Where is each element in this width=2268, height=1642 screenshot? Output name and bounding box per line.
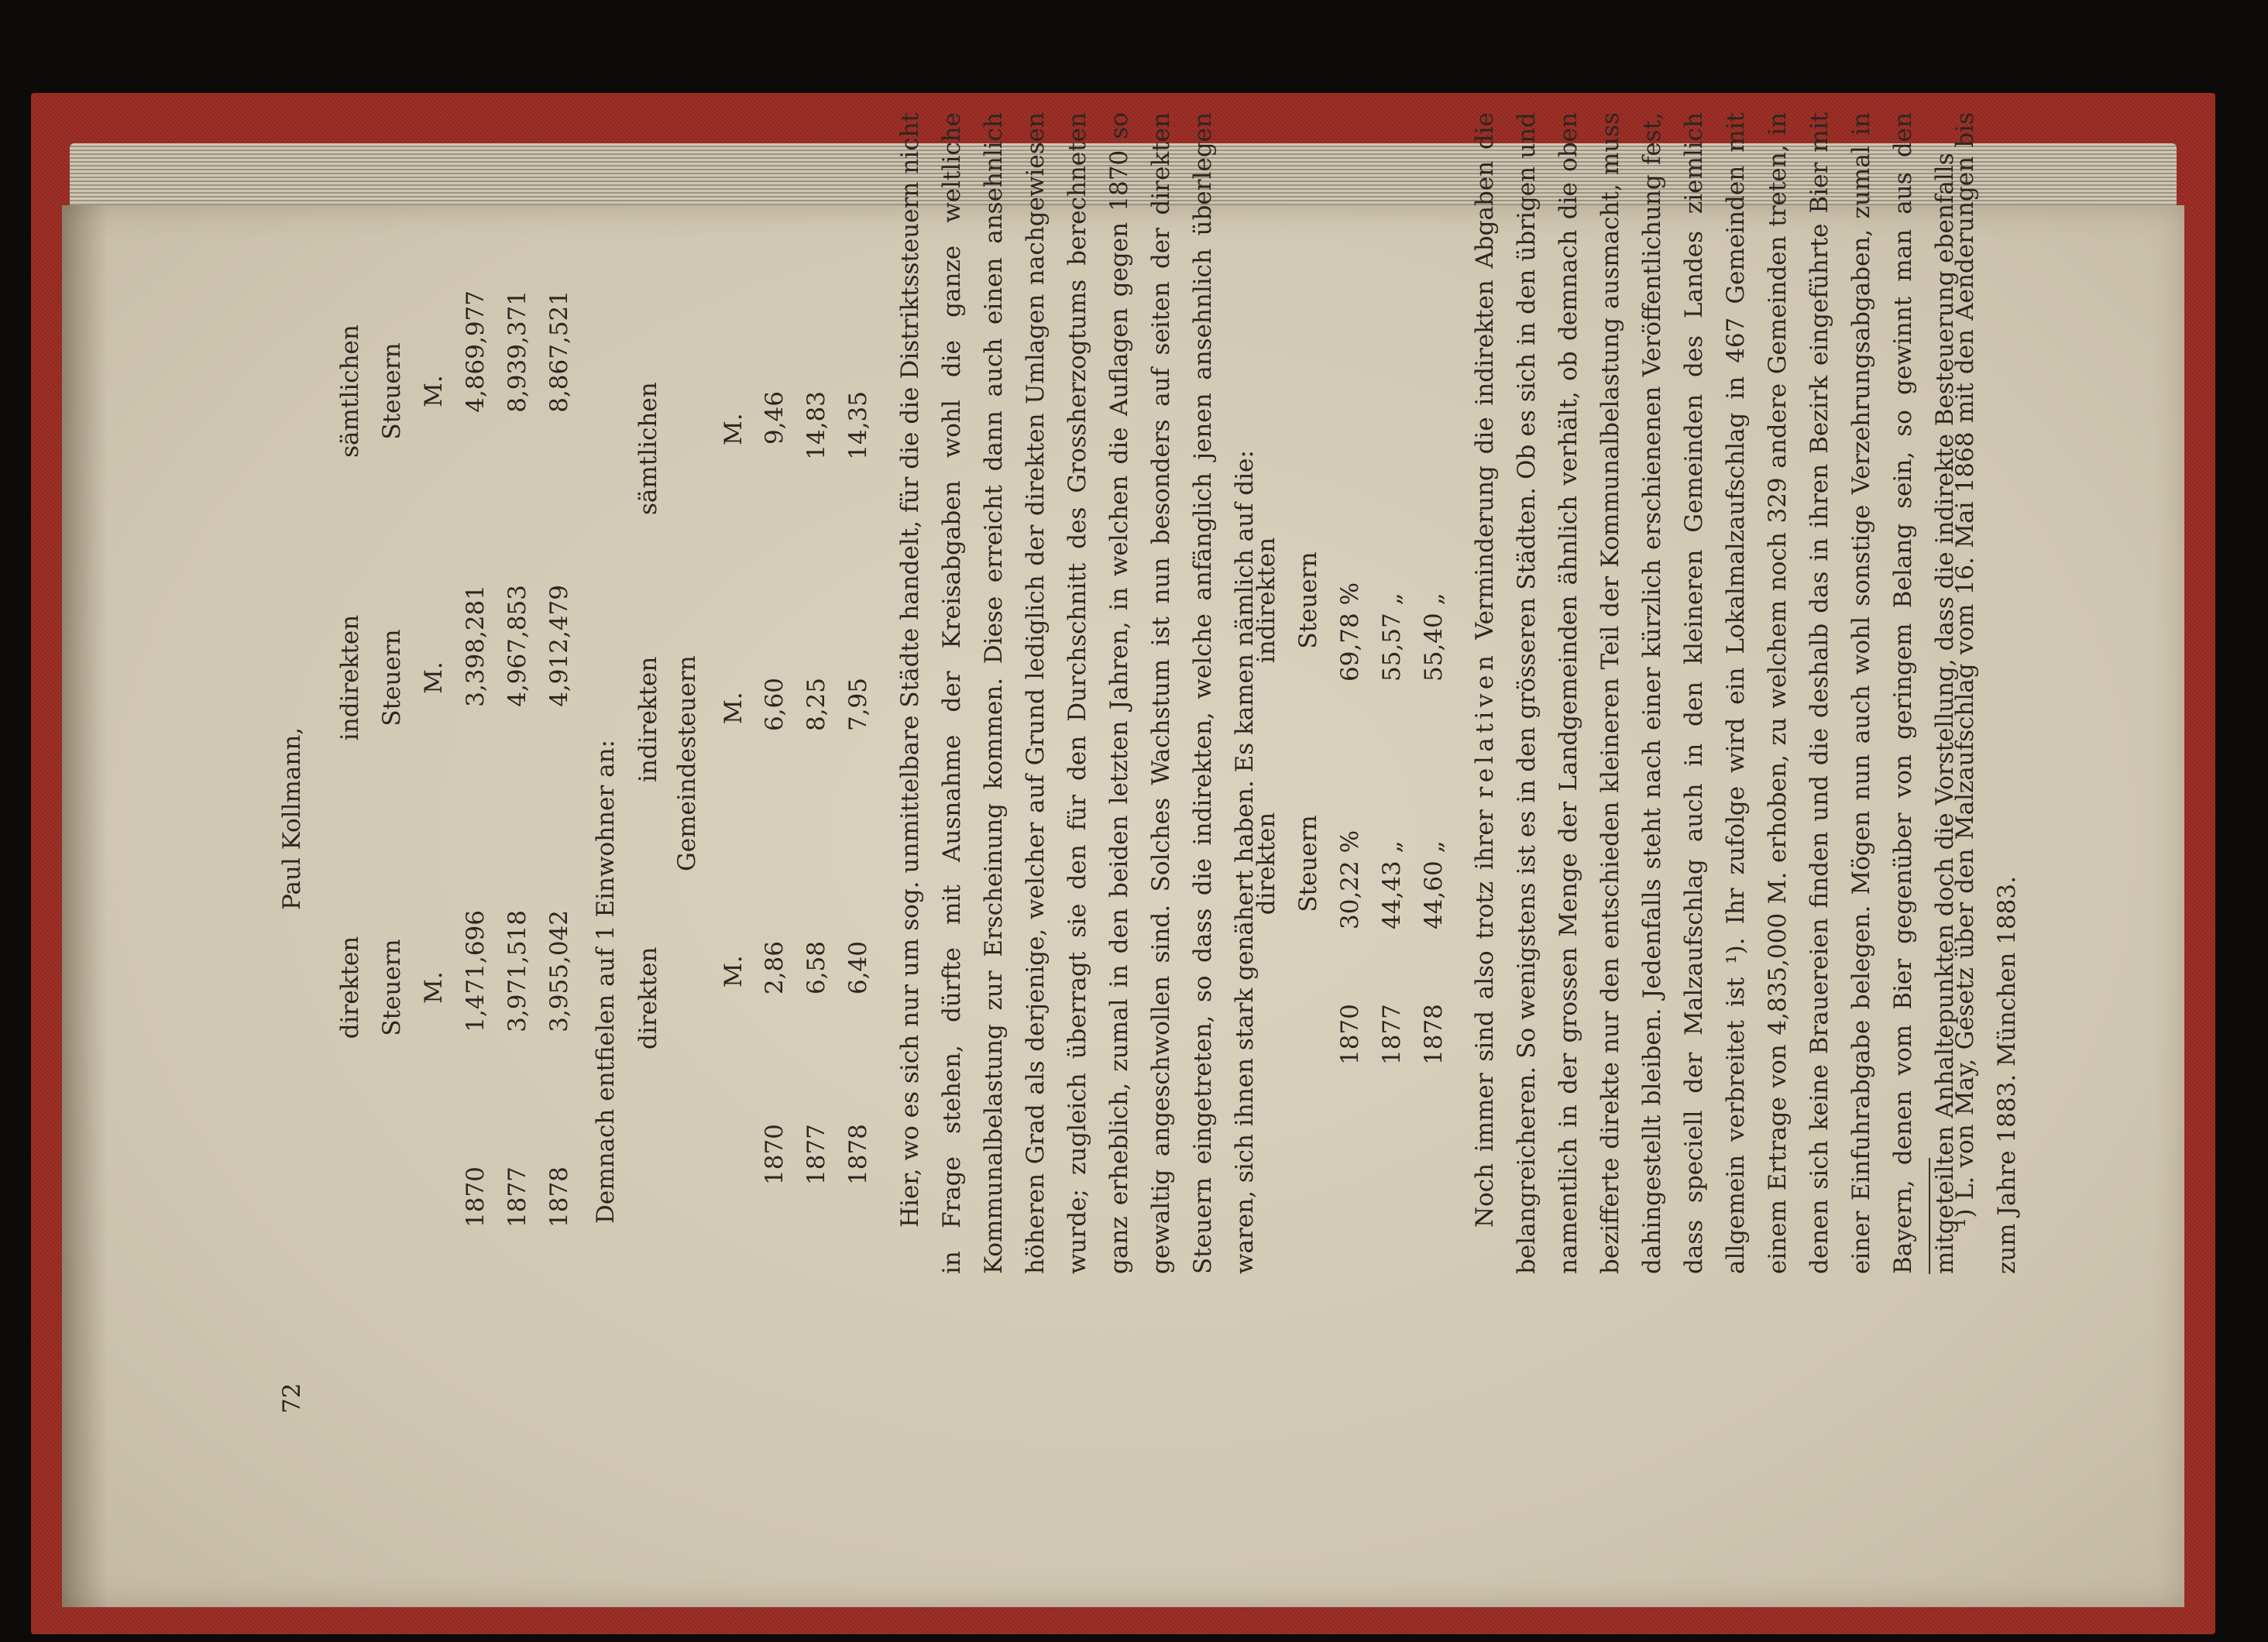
emphasis-relativen: relativen (1471, 651, 1499, 799)
running-title: Paul Kollmann, (278, 727, 306, 910)
table3-column-header-indirekten: indirekten Steuern (1253, 537, 1322, 664)
table2-unit-direkten: M. (720, 955, 747, 988)
table1-column-header-saemtlichen: sämtlichen Steuern M. (336, 325, 448, 458)
footnote-rule (1929, 1158, 1930, 1274)
table2-unit-indirekten: M. (720, 692, 747, 724)
table2-column-header-saemtlichen: sämtlichen (634, 382, 662, 515)
body-paragraph-1: Hier, wo es sich nur um sog. unmittelbare Städte handelt, für die die Distriktssteuern nicht in Frage stehen, dürfte mit Ausnahme der Kreisabgaben wohl die ganze weltliche Kommunalbelastung zur Erscheinung kommen. Diese erreicht dann auch einen ansehnlich höheren Grad als derjenige, welcher auf Grund lediglich der direkten Umlagen nachgewiesen wurde; zugleich überragt sie den für den Durchschnitt des Grossherzogtums berechneten ganz erheblich, zumal in den beiden letzten Jahren, in welchen die Auflagen gegen 1870 so gewaltig angeschwollen sind. Solches Wachstum ist nun besonders auf seiten der direkten Steuern eingetreten, so dass die indirekten, welche anfänglich jenen ansehnlich überlegen waren, sich ihnen stark genähert haben. Es kamen nämlich auf die: (896, 112, 1259, 1274)
table2-column-header-indirekten: indirekten (634, 656, 662, 782)
table1-column-header-direkten: direkten Steuern M. (336, 936, 448, 1039)
body-paragraph-2: Noch immer sind also trotz ihrer relativen Verminderung die indirekten Abgaben die belangreicheren. So wenigstens ist es in den grösseren Städten. Ob es sich in den übrigen und namentlich in der grossen Menge der Landgemeinden ähnlich verhält, ob demnach die oben bezifferte direkte nur den entschieden kleineren Teil der Kommunalbelastung ausmacht, muss dahingestellt bleiben. Jedenfalls steht nach einer kürzlich erschienenen Veröffentlichung fest, dass speciell der Malzaufschlag auch in den kleineren Gemeinden des Landes ziemlich allgemein verbreitet ist ¹). Ihr zufolge wird ein Lokalmalzaufschlag in 467 Gemeinden mit einem Ertrage von 4,835,000 M. erhoben, zu welchem noch 329 andere Gemeinden treten, in denen sich keine Brauereien finden und die deshalb das in ihren Bezirk eingeführte Bier mit einer Einfuhrabgabe belegen. Mögen nun auch wohl sonstige Verzehrungsabgaben, zumal in Bayern, denen vom Bier gegenüber von geringem Belang sein, so gewinnt man aus den mitgeteilten Anhaltepunkten doch die Vorstellung, dass die indirekte Besteuerung ebenfalls (1471, 112, 1959, 1274)
table3-column-header-direkten: direkten Steuern (1253, 812, 1322, 915)
table1-column-header-indirekten: indirekten Steuern M. (336, 614, 448, 741)
table2-column-header-direkten: direkten (634, 946, 662, 1049)
per-capita-intro: Demnach entfielen auf 1 Einwohner an: (592, 740, 620, 1224)
rotated-page-content: 72 Paul Kollmann, direkten Steuern M. indirekten Steuern M. sämtlichen Steuern M. 1870 1,471,696 3,398,281 4,869,977 1877 3,971,518 4,967,853 8,939,371 1878 3,955,042 4,912,479 8,867,521 Demnach entfielen auf 1 Einwohner an: direkten indirekten sämtlichen Gemeindesteuern M. M. M. 1870 2,86 6,60 9,46 1877 6,58 8,25 14,83 1878 6,40 7,95 14,35 Hier, wo es sich nur um sog. unmittelbare Städte handelt, für die die Distriktssteuern nicht in Frage stehen, dürfte mit Ausnahme der Kreisabgaben wohl die ganze weltliche Kommunalbelastung zur Erscheinung kommen. Diese erreicht dann auch einen ansehnlich höheren Grad als derjenige, welcher auf Grund lediglich der direkten Umlagen nachgewiesen wurde; zugleich überragt sie den für den Durchschnitt des Grossherzogtums berechneten ganz erheblich, zumal in den beiden letzten Jahren, in welchen die Auflagen gegen 1870 so gewaltig angeschwollen sind. Solches Wachstum ist nun besonders auf seiten der direkten Steuern eingetreten, so dass die indirekten, welche anfänglich jenen ansehnlich überlegen waren, sich ihnen stark genähert haben. Es kamen nämlich auf die: direkten Steuern indirekten Steuern 1870 30,22 % 69,78 % 1877 44,43 „ 55,57 „ 1878 44,60 „ 55,40 „ Noch immer sind also trotz ihrer relativen Verminderung die indirekten Abgaben die belangreicheren. So wenigstens ist es in den grösseren Städten. Ob es sich in den übrigen und namentlich in der grossen Menge der Landgemeinden ähnlich verhält, ob demnach die oben bezifferte direkte nur den entschieden kleineren Teil der Kommunalbelastung ausmacht, muss dahingestellt bleiben. Jedenfalls steht nach einer kürzlich erschienenen Veröffentlichung fest, dass speciell der Malzaufschlag auch in den kleineren Gemeinden des Landes ziemlich allgemein verbreitet ist ¹). Ihr zufolge wird ein Lokalmalzaufschlag in 467 Gemeinden mit einem Ertrage von 4,835,000 M. erhoben, zu welchem noch 329 andere Gemeinden treten, in denen sich keine Brauereien finden und die deshalb das in ihren Bezirk eingeführte Bier mit einer Einfuhrabgabe belegen. Mögen nun auch wohl sonstige Verzehrungsabgaben, zumal in Bayern, denen vom Bier gegenüber von geringem Belang sein, so gewinnt man aus den mitgeteilten Anhaltepunkten doch die Vorstellung, dass die indirekte Besteuerung ebenfalls ¹) L. von May, Gesetz über den Malzaufschlag vom 16. Mai 1868 mit den Aenderungen bis zum Jahre 1883. München 1883. (62, 205, 2184, 1607)
book-page (62, 112, 2184, 1607)
page-number: 72 (278, 1383, 306, 1414)
footnote: ¹) L. von May, Gesetz über den Malzaufschlag vom 16. Mai 1868 mit den Aenderungen bis zum Jahre 1883. München 1883. (1951, 112, 2021, 1274)
table2-unit-saemtlichen: M. (720, 413, 747, 445)
table2-group-label: Gemeindesteuern (673, 655, 701, 871)
